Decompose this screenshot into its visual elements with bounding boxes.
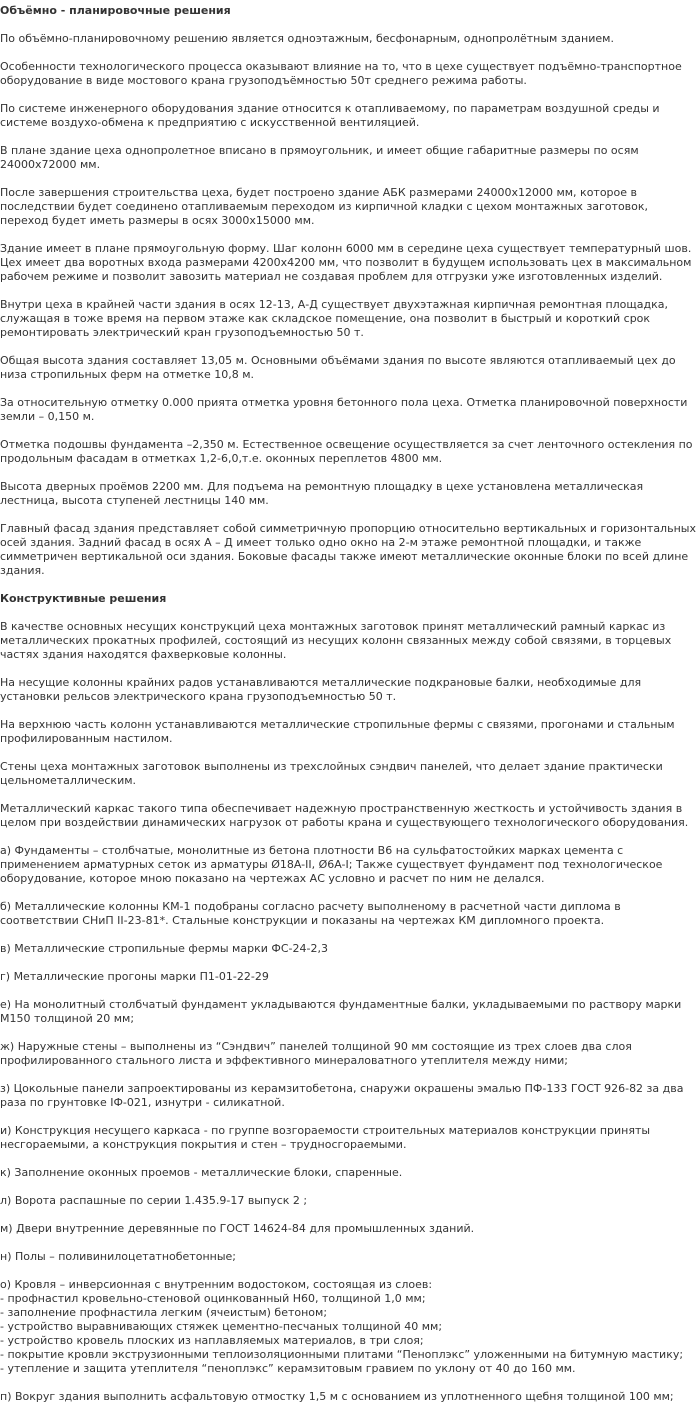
paragraph: Общая высота здания составляет 13,05 м. Основными объёмами здания по высоте являются отапливаемый цех до низа стропильных ферм на отметке 10,8 м. — [0, 354, 676, 381]
list-item: - профнастил кровельно-стеновой оцинкованный Н60, толщиной 1,0 мм; — [0, 1292, 426, 1305]
paragraph: Стены цеха монтажных заготовок выполнены из трехслойных сэндвич панелей, что делает здание практически цельнометаллическим. — [0, 760, 663, 787]
section-heading-structural: Конструктивные решения — [0, 592, 167, 605]
paragraph: В качестве основных несущих конструкций цеха монтажных заготовок принят металлический рамный каркас из металлических прокатных профилей, состоящий из несущих колонн связанных между собой связями, в торцевых частях здания находятся фахверковые колонны. — [0, 620, 672, 661]
paragraph: п) Вокруг здания выполнить асфальтовую отмостку 1,5 м с основанием из уплотненного щебня толщиной 100 мм; — [0, 1390, 674, 1403]
paragraph: Внутри цеха в крайней части здания в осях 12-13, А-Д существует двухэтажная кирпичная ремонтная площадка, служащая в тоже время на первом этаже как складское помещение, она позволит в быстрый и короткий срок ремонтировать электрический кран грузоподъемностью 50 т. — [0, 298, 668, 339]
paragraph: з) Цокольные панели запроектированы из керамзитобетона, снаружи окрашены эмалью ПФ-133 ГОСТ 926-82 за два раза по грунтовке IФ-021, изнутри - силикатной. — [0, 1082, 684, 1109]
paragraph: б) Металлические колонны КМ-1 подобраны согласно расчету выполненому в расчетной части диплома в соответствии СНиП II-23-81*. Стальные конструкции и показаны на чертежах КМ дипломного проекта. — [0, 900, 621, 927]
list-item: - покрытие кровли экструзионными теплоизоляционными плитами “Пеноплэкс” уложенными на битумную мастику; — [0, 1348, 684, 1361]
paragraph: г) Металлические прогоны марки П1-01-22-29 — [0, 970, 269, 983]
paragraph: л) Ворота распашные по серии 1.435.9-17 выпуск 2 ; — [0, 1194, 308, 1207]
paragraph: Отметка подошвы фундамента –2,350 м. Естественное освещение осуществляется за счет ленточного остекления по продольным фасадам в отметках 1,2-6,0,т.е. оконных переплетов 4800 мм. — [0, 438, 693, 465]
paragraph: н) Полы – поливинилоцетатнобетонные; — [0, 1250, 236, 1263]
list-item: - устройство кровель плоских из наплавляемых материалов, в три слоя; — [0, 1334, 424, 1347]
paragraph: На несущие колонны крайних радов устанавливаются металлические подкрановые балки, необходимые для установки рельсов электрического крана грузоподъемностью 50 т. — [0, 676, 642, 703]
paragraph: ж) Наружные стены – выполнены из “Сэндвич” панелей толщиной 90 мм состоящие из трех слоев два слоя профилированного стального листа и эффективного минераловатного утеплителя между ними; — [0, 1040, 632, 1067]
paragraph: Металлический каркас такого типа обеспечивает надежную пространственную жесткость и устойчивость здания в целом при воздействии динамических нагрузок от работы крана и существующего технологического оборудования. — [0, 802, 689, 829]
roof-layers-list — [0, 1278, 700, 1376]
paragraph: е) На монолитный столбчатый фундамент укладываются фундаментные балки, укладываемыми по раствору марки М150 толщиной 20 мм; — [0, 998, 682, 1025]
list-item: - заполнение профнастила легким (ячеистым) бетоном; — [0, 1306, 328, 1319]
paragraph: Высота дверных проёмов 2200 мм. Для подъема на ремонтную площадку в цехе установлена металлическая лестница, высота ступеней лестницы 140 мм. — [0, 480, 644, 507]
paragraph: После завершения строительства цеха, будет построено здание АБК размерами 24000х12000 мм, которое в последствии будет соединено отапливаемым переходом из кирпичной кладки с цехом монтажных заготовок, переход будет иметь размеры в осях 3000х15000 мм. — [0, 186, 649, 227]
paragraph: В плане здание цеха однопролетное вписано в прямоугольник, и имеет общие габаритные размеры по осям 24000х72000 мм. — [0, 144, 639, 171]
section-planning-body — [0, 32, 700, 578]
list-item: о) Кровля – инверсионная с внутренним водостоком, состоящая из слоев: — [0, 1278, 433, 1291]
paragraph: По объёмно-планировочному решению является одноэтажным, бесфонарным, однопролётным зданием. — [0, 32, 614, 45]
paragraph: в) Металлические стропильные фермы марки ФС-24-2,3 — [0, 942, 328, 955]
paragraph: к) Заполнение оконных проемов - металлические блоки, спаренные. — [0, 1166, 403, 1179]
section-heading-planning: Объёмно - планировочные решения — [0, 4, 231, 17]
paragraph: За относительную отметку 0.000 прията отметка уровня бетонного пола цеха. Отметка планировочной поверхности земли – 0,150 м. — [0, 396, 688, 423]
list-item: - устройство выравнивающих стяжек цементно-песчаных толщиной 40 мм; — [0, 1320, 443, 1333]
section-structural-body — [0, 620, 700, 1404]
paragraph: и) Конструкция несущего каркаса - по группе возгораемости строительных материалов конструкции приняты несгораемыми, а конструкция покрытия и стен – трудносгораемыми. — [0, 1124, 651, 1151]
paragraph: Здание имеет в плане прямоугольную форму. Шаг колонн 6000 мм в середине цеха существует температурный шов. Цех имеет два воротных входа размерами 4200х4200 мм, что позволит в будущем использовать цех в максимальном рабочем режиме и позволит завозить материал не создавая проблем для отгрузки уже изготовленных изделий. — [0, 242, 692, 283]
paragraph: Особенности технологического процесса оказывают влияние на то, что в цехе существует подъёмно-транспортное оборудование в виде мостового крана грузоподъёмностью 50т среднего режима работы. — [0, 60, 682, 87]
list-item: - утепление и защита утеплителя “пеноплэкс” керамзитовым гравием по уклону от 40 до 160 мм. — [0, 1362, 576, 1375]
paragraph: м) Двери внутренние деревянные по ГОСТ 14624-84 для промышленных зданий. — [0, 1222, 475, 1235]
paragraph: а) Фундаменты – столбчатые, монолитные из бетона плотности В6 на сульфатостойких марках цемента с применением арматурных сеток из арматуры Ø18A-II, Ø6A-I; Также существует фундамент под технологическое оборудование, которое мною показано на чертежах АС условно и расчет по ним не делался. — [0, 844, 663, 885]
paragraph: Главный фасад здания представляет собой симметричную пропорцию относительно вертикальных и горизонтальных осей здания. Задний фасад в осях А – Д имеет только одно окно на 2-м этаже ремонтной площадки, и также симметричен вертикальной оси здания. Боковые фасады также имеют металлические оконные блоки по всей длине здания. — [0, 522, 696, 577]
paragraph: На верхнюю часть колонн устанавливаются металлические стропильные фермы с связями, прогонами и стальным профилированным настилом. — [0, 718, 675, 745]
paragraph: По системе инженерного оборудования здание относится к отапливаемому, по параметрам воздушной среды и системе воздухо-обмена к предприятию с искусственной вентиляцией. — [0, 102, 660, 129]
